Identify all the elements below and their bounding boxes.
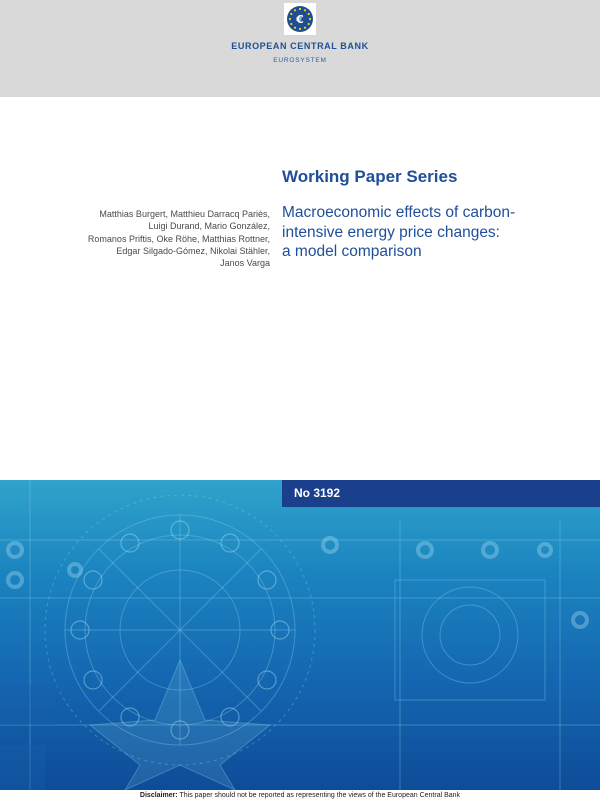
author-list [40,208,270,269]
system-name: EUROSYSTEM [273,57,327,64]
bank-name: EUROPEAN CENTRAL BANK [231,41,369,51]
disclaimer-text: This paper should not be reported as representing the views of the European Central Bank [177,792,461,799]
disclaimer-label: Disclaimer: [139,792,178,799]
paper-title-line: Macroeconomic effects of carbon- [282,204,516,221]
author-line: Romanos Priftis, Oke Röhe, Matthias Rottner, [87,233,270,244]
cover-artwork [0,480,600,790]
banknote-pattern-artwork [0,480,600,790]
issue-number: No 3192 [294,486,341,500]
series-title: Working Paper Series [282,167,458,186]
ecb-euro-logo-icon [284,3,316,35]
author-line: Matthias Burgert, Matthieu Darracq Pariès, [99,209,270,219]
author-line: Luigi Durand, Mario González, [148,221,270,232]
disclaimer [0,792,600,799]
logo-euro-symbol: € [296,13,304,26]
author-line: Janos Varga [220,258,270,269]
paper-title-line: intensive energy price changes: [282,223,500,241]
cover-header [0,0,600,97]
author-line: Edgar Silgado-Gómez, Nikolai Stähler, [116,245,270,256]
issue-number-box [282,480,600,507]
paper-title-line: a model comparison [282,243,422,260]
paper-title [282,203,572,262]
